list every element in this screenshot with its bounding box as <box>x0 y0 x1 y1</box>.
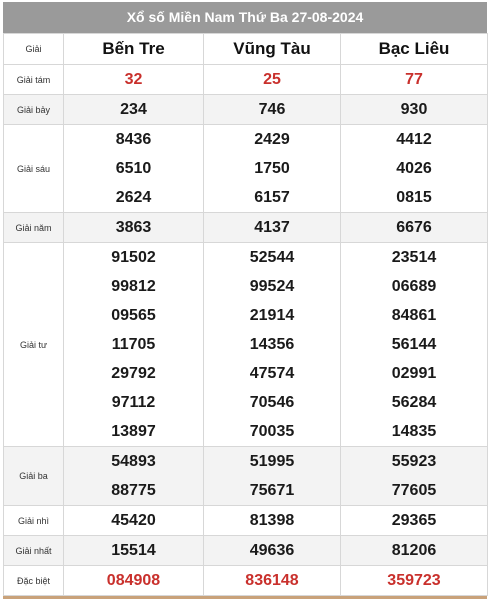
prize-cell <box>341 213 488 243</box>
prize-cell <box>341 536 488 566</box>
prize-number: 75671 <box>249 482 295 499</box>
prize-number: 88775 <box>111 482 156 499</box>
prize-cell <box>341 65 488 95</box>
prize-number: 930 <box>400 101 428 118</box>
prize-row <box>4 506 488 536</box>
prize-cell <box>341 506 488 536</box>
prize-number: 84861 <box>391 307 437 324</box>
prize-number: 49636 <box>249 542 295 559</box>
prize-cell <box>341 566 488 596</box>
prize-number: 2624 <box>115 189 152 206</box>
results-table <box>3 33 488 596</box>
prize-cell <box>204 536 341 566</box>
prize-cell <box>64 243 204 447</box>
prize-number: 02991 <box>391 365 437 382</box>
prize-cell <box>64 536 204 566</box>
prize-number: 4412 <box>396 131 432 148</box>
prize-number: 836148 <box>245 572 299 589</box>
prize-number: 45420 <box>111 512 156 529</box>
prize-number: 09565 <box>111 307 156 324</box>
prize-row <box>4 213 488 243</box>
prize-number: 32 <box>124 71 143 88</box>
prize-number: 21914 <box>249 307 295 324</box>
prize-number: 3863 <box>115 219 152 236</box>
prize-number: 56144 <box>391 336 437 353</box>
prize-number: 70546 <box>249 394 295 411</box>
prize-row <box>4 65 488 95</box>
prize-number: 77 <box>405 71 423 88</box>
prize-number: 11705 <box>111 336 156 353</box>
prize-number: 47574 <box>249 365 295 382</box>
prize-number: 6676 <box>396 219 432 236</box>
prize-cell <box>64 566 204 596</box>
prize-cell <box>204 243 341 447</box>
prize-number: 55923 <box>391 453 437 470</box>
prize-row <box>4 125 488 213</box>
province-vungtau[interactable]: Vũng Tàu <box>204 34 341 65</box>
prize-number: 70035 <box>249 423 295 440</box>
prize-number: 97112 <box>111 394 156 411</box>
prize-cell <box>341 447 488 506</box>
prize-cell <box>341 95 488 125</box>
header-label: Giải <box>4 34 64 65</box>
prize-number: 81206 <box>391 542 437 559</box>
prize-row <box>4 95 488 125</box>
province-bentre[interactable]: Bến Tre <box>64 34 204 65</box>
prize-label: Giải nhì <box>4 506 64 536</box>
prize-label: Giải nhất <box>4 536 64 566</box>
prize-number: 54893 <box>111 453 156 470</box>
prize-row <box>4 243 488 447</box>
prize-number: 6510 <box>115 160 152 177</box>
prize-number: 15514 <box>111 542 156 559</box>
prize-number: 99524 <box>249 278 295 295</box>
prize-number: 746 <box>258 101 286 118</box>
prize-label: Giải bảy <box>4 95 64 125</box>
prize-number: 359723 <box>387 572 441 589</box>
prize-number: 2429 <box>254 131 290 148</box>
prize-number: 8436 <box>115 131 152 148</box>
prize-number: 25 <box>263 71 281 88</box>
prize-number: 4026 <box>396 160 432 177</box>
prize-cell <box>204 65 341 95</box>
prize-cell <box>341 125 488 213</box>
results-title: Xổ số Miền Nam Thứ Ba 27-08-2024 <box>3 2 487 33</box>
prize-cell <box>204 447 341 506</box>
prize-number: 23514 <box>391 249 437 266</box>
prize-cell <box>64 65 204 95</box>
prize-cell <box>204 95 341 125</box>
prize-number: 91502 <box>111 249 156 266</box>
prize-label: Giải tư <box>4 243 64 447</box>
prize-label: Giải ba <box>4 447 64 506</box>
prize-cell <box>204 125 341 213</box>
prize-cell <box>341 243 488 447</box>
prize-row <box>4 566 488 596</box>
prize-number: 29792 <box>111 365 156 382</box>
prize-number: 14356 <box>249 336 295 353</box>
prize-number: 234 <box>120 101 147 118</box>
header-row <box>4 34 488 65</box>
prize-cell <box>204 566 341 596</box>
prize-number: 99812 <box>111 278 156 295</box>
results-container <box>3 2 487 599</box>
prize-number: 0815 <box>396 189 432 206</box>
prize-number: 81398 <box>249 512 295 529</box>
prize-number: 56284 <box>391 394 437 411</box>
prize-cell <box>64 213 204 243</box>
prize-number: 29365 <box>391 512 437 529</box>
prize-number: 13897 <box>111 423 156 440</box>
prize-number: 52544 <box>249 249 295 266</box>
prize-cell <box>64 95 204 125</box>
prize-cell <box>64 447 204 506</box>
prize-label: Giải sáu <box>4 125 64 213</box>
prize-label: Giải năm <box>4 213 64 243</box>
prize-number: 06689 <box>391 278 437 295</box>
prize-row <box>4 447 488 506</box>
prize-number: 51995 <box>249 453 295 470</box>
prize-label: Giải tám <box>4 65 64 95</box>
prize-number: 1750 <box>254 160 290 177</box>
prize-number: 4137 <box>254 219 290 236</box>
province-baclieu: Bạc Liêu <box>341 34 488 65</box>
prize-cell <box>204 213 341 243</box>
prize-number: 77605 <box>391 482 437 499</box>
prize-number: 14835 <box>391 423 437 440</box>
prize-number: 6157 <box>254 189 290 206</box>
prize-number: 084908 <box>106 572 161 589</box>
prize-label: Đặc biệt <box>4 566 64 596</box>
prize-cell <box>64 506 204 536</box>
prize-cell <box>204 506 341 536</box>
prize-row <box>4 536 488 566</box>
prize-cell <box>64 125 204 213</box>
